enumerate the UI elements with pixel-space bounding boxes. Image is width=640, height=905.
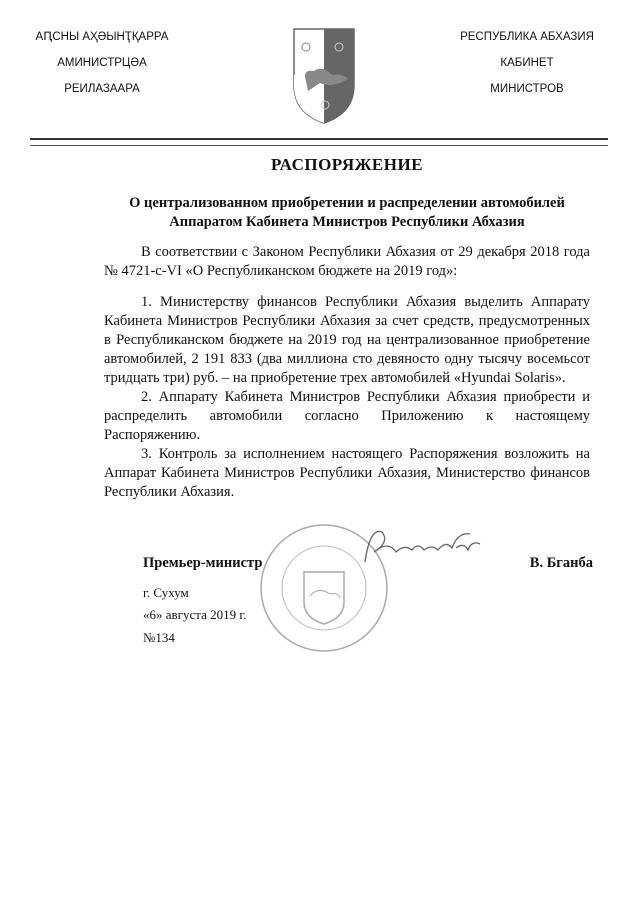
- handwritten-signature: [360, 522, 490, 572]
- header-divider: [30, 138, 608, 146]
- preamble: [104, 243, 590, 281]
- header-left-line: АМИНИСТРЦӘА: [57, 57, 147, 69]
- order-item: 1. Министерству финансов Республики Абхазия выделить Аппарату Кабинета Министров Республики Абхазия за счет средств, предусмотренных в Республиканском бюджете на 2019 год на централизованное приобретение автомобилей, 2 191 833 (два миллиона сто девяносто одну тысячу восемьсот тридцать три) руб. – на приобретение трех автомобилей «Hyundai Solaris».: [104, 294, 590, 386]
- document-subtitle: О централизованном приобретении и распределении автомобилей Аппаратом Кабинета Министров Республики Абхазия: [129, 195, 565, 230]
- order-items: [104, 293, 590, 502]
- header-left-line: АԤСНЫ АҲӘЫНҬҚАРРА: [35, 31, 169, 43]
- signatory-position: Премьер-министр: [143, 555, 263, 571]
- preamble-text: В соответствии с Законом Республики Абхазия от 29 декабря 2018 года № 4721-с-VI «О Республиканском бюджете на 2019 год»:: [104, 244, 590, 279]
- order-item: 2. Аппарату Кабинета Министров Республики Абхазия приобрести и распределить автомобили согласно Приложению к настоящему Распоряжению.: [104, 389, 590, 443]
- header-right-line: КАБИНЕТ: [500, 57, 554, 69]
- signatory-name: В. Бганба: [529, 555, 593, 571]
- date: «6» августа 2019 г.: [143, 607, 247, 622]
- header-right: [427, 24, 627, 102]
- coat-of-arms-icon: [292, 25, 356, 125]
- header-left: [2, 24, 202, 102]
- place: г. Сухум: [143, 585, 189, 600]
- header-right-line: МИНИСТРОВ: [490, 83, 564, 95]
- header-left-line: РЕИЛАЗААРА: [64, 83, 140, 95]
- document-title: РАСПОРЯЖЕНИЕ: [270, 155, 424, 174]
- document-number: №134: [143, 630, 175, 645]
- header-right-line: РЕСПУБЛИКА АБХАЗИЯ: [460, 31, 594, 43]
- order-item: 3. Контроль за исполнением настоящего Распоряжения возложить на Аппарат Кабинета Министров Республики Абхазия, Министерство финансов Республики Абхазия.: [104, 446, 590, 500]
